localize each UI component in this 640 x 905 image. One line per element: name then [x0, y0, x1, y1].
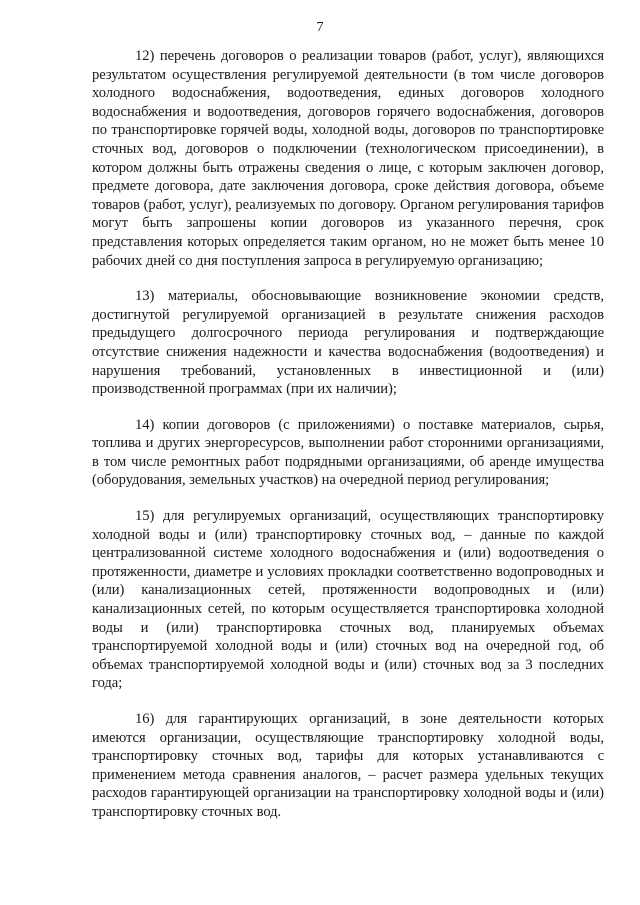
paragraph-item-14: 14) копии договоров (с приложениями) о поставке материалов, сырья, топлива и других энергоресурсов, выполнении работ сторонними организациями, в том числе ремонтных работ подрядными организациями, об аренде имущества (оборудования, земельных участков) на очередной период регулирования;	[92, 416, 604, 489]
paragraph-item-15: 15) для регулируемых организаций, осуществляющих транспортировку холодной воды и (или) транспортировку сточных вод, – данные по каждой централизованной системе холодного водоснабжения и (или) водоотведения о протяженности, диаметре и условиях прокладки соответственно водопроводных и (или) канализационных сетей, протяженности водопроводных и (или) канализационных сетей, по которым осуществляется транспортировка холодной воды и (или) транспортировка сточных вод, планируемых объемах транспортируемой холодной воды и (или) сточных вод на очередной год, об объемах транспортируемой холодной воды и (или) сточных вод за 3 последних года;	[92, 508, 604, 692]
document-body	[92, 47, 604, 839]
paragraph-item-13: 13) материалы, обосновывающие возникновение экономии средств, достигнутой регулируемой организацией в результате снижения расходов предыдущего долгосрочного периода регулирования и подтверждающие отсутствие снижения надежности и качества водоснабжения (водоотведения) и нарушения требований, установленных в инвестиционной и (или) производственной программах (при их наличии);	[92, 288, 604, 398]
page-number: 7	[316, 20, 324, 35]
paragraph-item-16: 16) для гарантирующих организаций, в зоне деятельности которых имеются организации, осуществляющие транспортировку холодной воды, транспортировку сточных вод, тарифы для которых устанавливаются с применением метода сравнения аналогов, – расчет размера удельных текущих расходов гарантирующей организации на транспортировку холодной воды и (или) транспортировку сточных вод.	[92, 711, 604, 820]
paragraph-item-12: 12) перечень договоров о реализации товаров (работ, услуг), являющихся результатом осуществления регулируемой деятельности (в том числе договоров холодного водоснабжения, водоотведения, единых договоров холодного водоснабжения и водоотведения, договоров горячего водоснабжения, договоров по транспортировке горячей воды, холодной воды, договоров по транспортировке сточных вод, договоров о подключении (технологическом присоединении), в котором должны быть отражены сведения о лице, с которым заключен договор, предмете договора, дате заключения договора, сроке действия договора, объеме товаров (работ, услуг), реализуемых по договору. Органом регулирования тарифов могут быть запрошены копии договоров из указанного перечня, срок представления которых определяется таким органом, но не может быть менее 10 рабочих дней со дня поступления запроса в регулируемую организацию;	[92, 48, 604, 269]
